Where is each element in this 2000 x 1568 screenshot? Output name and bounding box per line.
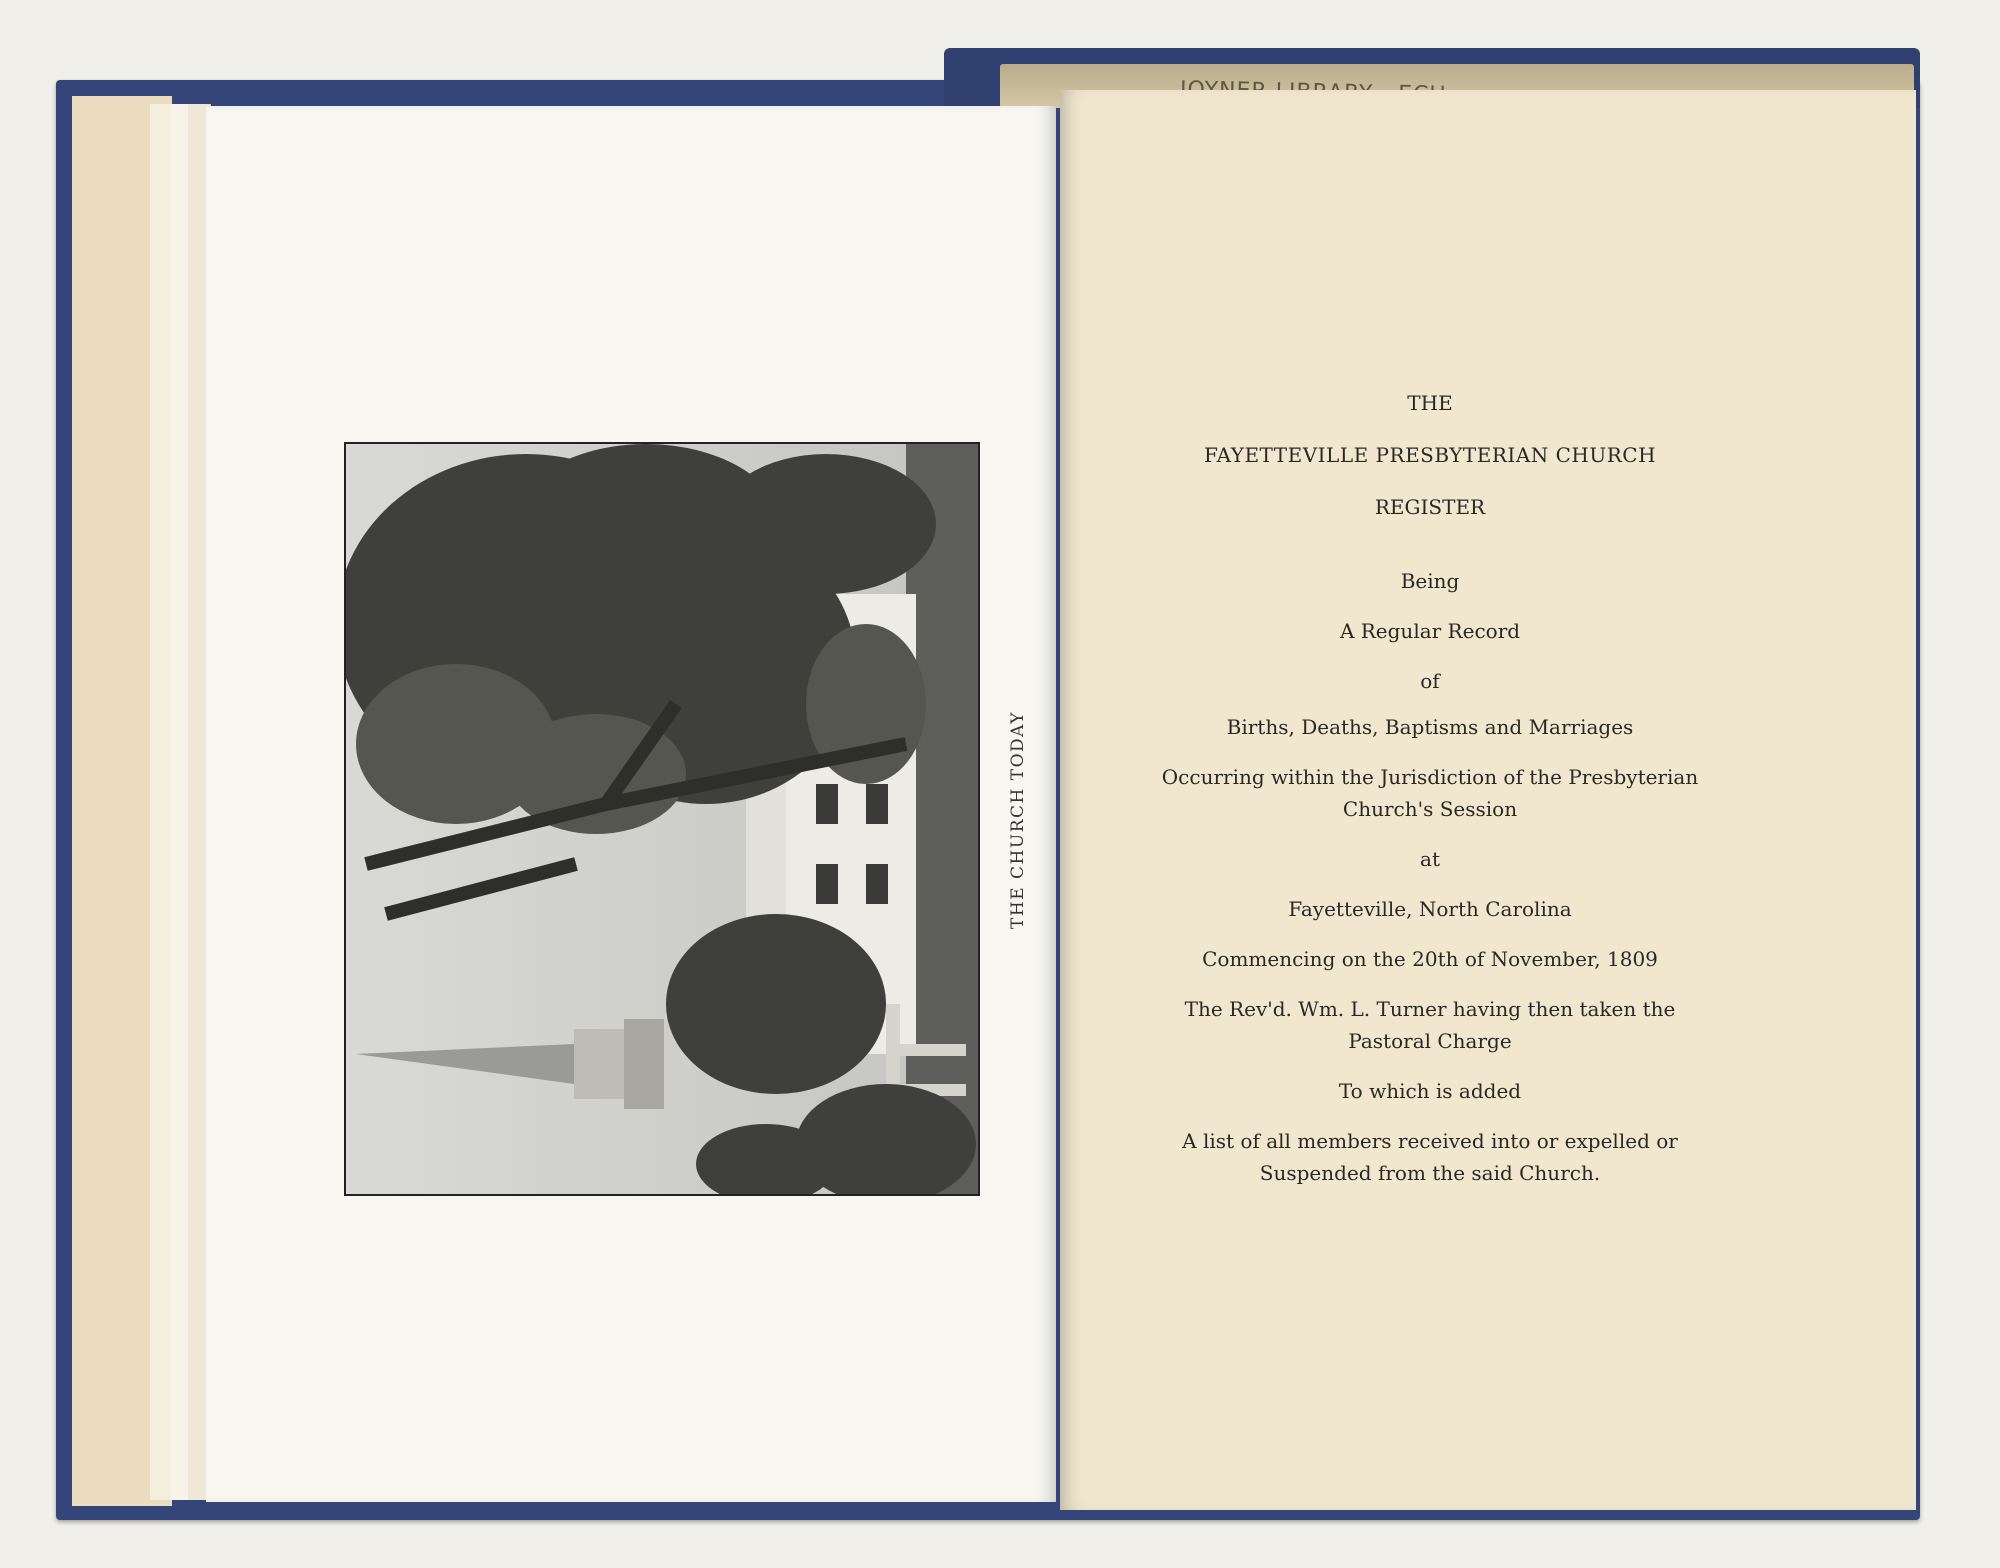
being-line: Being <box>1400 569 1460 593</box>
events-line: Births, Deaths, Baptisms and Marriages <box>1226 715 1634 739</box>
commencing-line: Commencing on the 20th of November, 1809 <box>1202 947 1658 971</box>
register-title: REGISTER <box>1374 495 1486 519</box>
church-name: FAYETTEVILLE PRESBYTERIAN CHURCH <box>1203 443 1657 467</box>
church-photograph <box>344 442 980 1196</box>
members-line-1: A list of all members received into or expelled or <box>1182 1129 1678 1153</box>
added-line: To which is added <box>1338 1079 1522 1103</box>
of-line: of <box>1420 669 1440 693</box>
pastor-line-1: The Rev'd. Wm. L. Turner having then taken the <box>1184 997 1676 1021</box>
title-block <box>1130 390 1730 1186</box>
regular-record-line: A Regular Record <box>1339 619 1521 643</box>
photo-caption-text: THE CHURCH TODAY <box>1008 711 1028 929</box>
pastor-line-2: Pastoral Charge <box>1348 1029 1512 1053</box>
photo-caption <box>1006 700 1030 940</box>
jurisdiction-line-1: Occurring within the Jurisdiction of the Presbyterian <box>1161 765 1699 789</box>
title-the: THE <box>1407 391 1453 415</box>
at-line: at <box>1420 847 1440 871</box>
members-line-2: Suspended from the said Church. <box>1259 1161 1601 1185</box>
jurisdiction-line-2: Church's Session <box>1342 797 1518 821</box>
place-line: Fayetteville, North Carolina <box>1288 897 1572 921</box>
